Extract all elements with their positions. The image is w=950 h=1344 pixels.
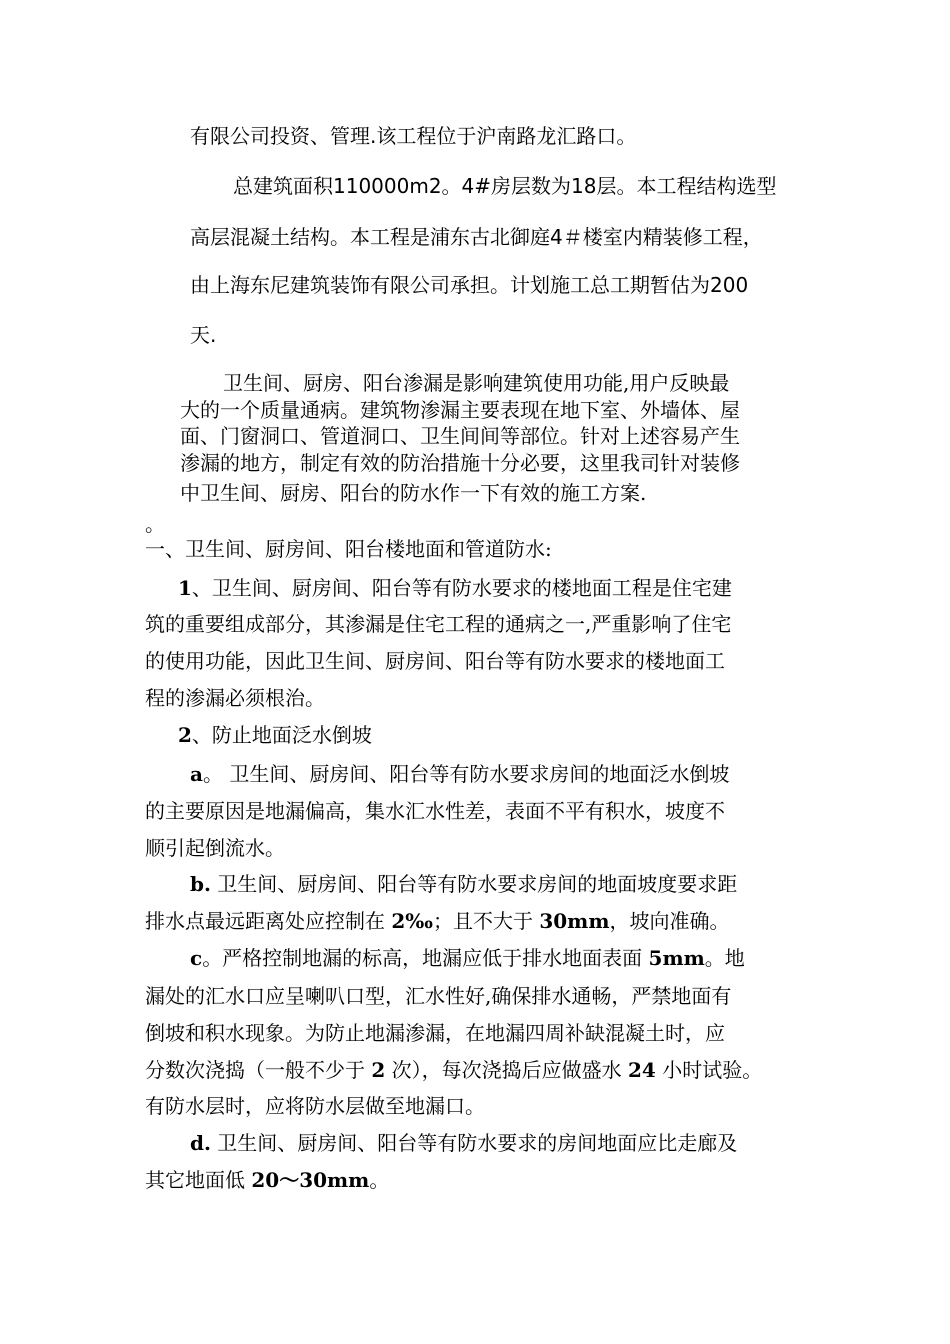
item-b-letter: b. xyxy=(190,872,211,896)
item-a-line-3: 顺引起倒流水。 xyxy=(145,836,285,860)
item-c-line-5: 有防水层时，应将防水层做至地漏口。 xyxy=(145,1094,485,1118)
intro-line-4: 由上海东尼建筑装饰有限公司承担。计划施工总工期暂估为200 xyxy=(190,273,749,297)
leakage-line-1: 卫生间、厨房、阳台渗漏是影响建筑使用功能,用户反映最 xyxy=(223,371,730,395)
item-2-title: 2、防止地面泛水倒坡 xyxy=(178,723,372,747)
item-d-letter: d. xyxy=(190,1131,211,1155)
item-c-letter: c xyxy=(190,946,203,970)
item-a-line-1: a。 卫生间、厨房间、阳台等有防水要求房间的地面泛水倒坡 xyxy=(190,762,730,786)
pour-count-value: 2 xyxy=(371,1058,386,1082)
max-slope-value: 30mm xyxy=(539,909,610,933)
item-c-line-4: 分数次浇捣（一般不少于 2 次），每次浇捣后应做盛水 24 小时试验。 xyxy=(145,1058,763,1082)
item-1-line-3: 的使用功能，因此卫生间、厨房间、阳台等有防水要求的楼地面工 xyxy=(145,649,725,673)
item-a-letter: a xyxy=(190,762,203,786)
drain-depth-value: 5mm xyxy=(648,946,705,970)
test-hours-value: 24 xyxy=(628,1058,656,1082)
intro-line-3: 高层混凝土结构。本工程是浦东古北御庭4＃楼室内精装修工程， xyxy=(190,225,763,249)
intro-line-5: 天. xyxy=(190,323,217,347)
leakage-line-2: 大的一个质量通病。建筑物渗漏主要表现在地下室、外墙体、屋 xyxy=(180,398,740,422)
floor-drop-value: 20～30mm xyxy=(251,1168,370,1192)
item-c-line-2: 漏处的汇水口应呈喇叭口型，汇水性好,确保排水通畅，严禁地面有 xyxy=(145,984,732,1008)
item-2-number: 2 xyxy=(178,723,192,747)
leakage-line-3: 面、门窗洞口、管道洞口、卫生间间等部位。针对上述容易产生 xyxy=(180,424,740,448)
item-d-line-1: d. 卫生间、厨房间、阳台等有防水要求的房间地面应比走廊及 xyxy=(190,1131,738,1155)
stray-mark: 。 xyxy=(145,512,165,536)
item-1-line-4: 程的渗漏必须根治。 xyxy=(145,686,325,710)
intro-line-2: 总建筑面积110000m2。4#房层数为18层。本工程结构选型 xyxy=(233,174,777,198)
item-1-line-1 xyxy=(178,576,732,600)
item-b-line-2: 排水点最远距离处应控制在 2‰；且不大于 30mm，坡向准确。 xyxy=(145,909,730,933)
item-c-line-3: 倒坡和积水现象。为防止地漏渗漏，在地漏四周补缺混凝土时，应 xyxy=(145,1021,725,1045)
item-a-line-2: 的主要原因是地漏偏高，集水汇水性差，表面不平有积水，坡度不 xyxy=(145,799,725,823)
leakage-line-4: 渗漏的地方，制定有效的防治措施十分必要，这里我司针对装修 xyxy=(180,451,740,475)
intro-line-1: 有限公司投资、管理.该工程位于沪南路龙汇路口。 xyxy=(190,124,637,148)
leakage-line-5: 中卫生间、厨房、阳台的防水作一下有效的施工方案. xyxy=(180,481,647,505)
item-c-line-1: c。严格控制地漏的标高，地漏应低于排水地面表面 5mm。地 xyxy=(190,946,745,970)
item-1-line-2: 筑的重要组成部分，其渗漏是住宅工程的通病之一,严重影响了住宅 xyxy=(145,612,732,636)
item-b-line-1: b. 卫生间、厨房间、阳台等有防水要求房间的地面坡度要求距 xyxy=(190,872,738,896)
item-d-line-2: 其它地面低 20～30mm。 xyxy=(145,1168,390,1192)
item-1-number: 1 xyxy=(178,576,192,600)
slope-value: 2‰ xyxy=(391,909,433,933)
item-1-text: 、卫生间、厨房间、阳台等有防水要求的楼地面工程是住宅建 xyxy=(191,576,732,600)
section-heading: 一、卫生间、厨房间、阳台楼地面和管道防水: xyxy=(145,537,552,561)
